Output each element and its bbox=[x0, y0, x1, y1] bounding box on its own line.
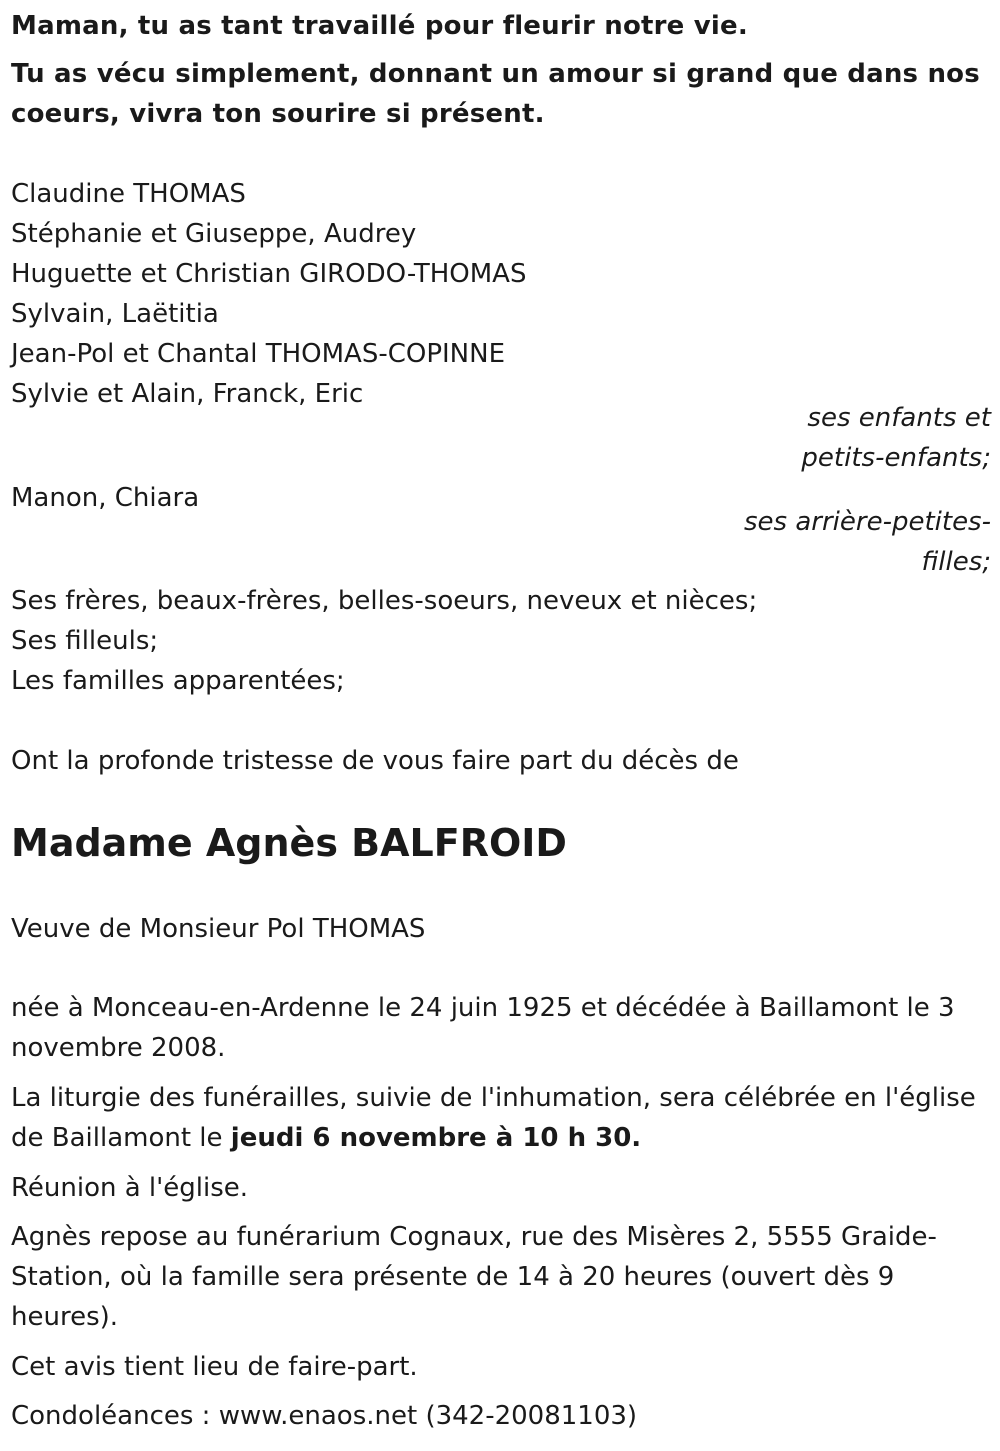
notice: Cet avis tient lieu de faire-part. bbox=[11, 1352, 418, 1382]
liturgy-line-2 bbox=[11, 1118, 976, 1158]
liturgy-line-2-prefix: de Baillamont le bbox=[11, 1123, 231, 1153]
condolences: Condoléances : www.enaos.net (342-20081103) bbox=[11, 1401, 638, 1431]
epigraph-line-2: Tu as vécu simplement, donnant un amour si grand que dans nos bbox=[11, 59, 980, 89]
relatives-entry: Ses frères, beaux-frères, belles-soeurs, neveux et nièces; bbox=[11, 586, 758, 616]
funeral-home-line-2: Station, où la famille sera présente de 14 à 20 heures (ouvert dès 9 bbox=[11, 1262, 895, 1292]
child-entry: Claudine THOMAS bbox=[11, 179, 246, 209]
children-role-line-1: ses enfants et bbox=[807, 403, 991, 433]
deceased-name: Madame Agnès BALFROID bbox=[11, 821, 567, 865]
announcement: Ont la profonde tristesse de vous faire part du décès de bbox=[11, 746, 739, 776]
child-entry: Sylvie et Alain, Franck, Eric bbox=[11, 379, 364, 409]
funeral-home bbox=[11, 1217, 937, 1337]
birth-death-line-1: née à Monceau-en-Ardenne le 24 juin 1925 et décédée à Baillamont le 3 bbox=[11, 993, 955, 1023]
funeral-home-line-3: heures). bbox=[11, 1302, 119, 1332]
children-role-line-2: petits-enfants; bbox=[801, 443, 991, 473]
epigraph-line-1: Maman, tu as tant travaillé pour fleurir notre vie. bbox=[11, 11, 748, 41]
great-grandchildren-role-line-1: ses arrière-petites- bbox=[744, 507, 991, 537]
relatives-list bbox=[11, 581, 757, 701]
liturgy-date-time: jeudi 6 novembre à 10 h 30. bbox=[230, 1123, 642, 1153]
child-entry: Jean-Pol et Chantal THOMAS-COPINNE bbox=[11, 339, 506, 369]
great-grandchildren-role-line-2: filles; bbox=[921, 547, 991, 577]
epigraph-line-3: coeurs, vivra ton sourire si présent. bbox=[11, 99, 545, 129]
liturgy-line-1: La liturgie des funérailles, suivie de l'inhumation, sera célébrée en l'église bbox=[11, 1083, 976, 1113]
child-entry: Sylvain, Laëtitia bbox=[11, 299, 219, 329]
great-grandchildren-names: Manon, Chiara bbox=[11, 483, 200, 513]
meeting: Réunion à l'église. bbox=[11, 1173, 249, 1203]
liturgy bbox=[11, 1078, 976, 1158]
child-entry: Stéphanie et Giuseppe, Audrey bbox=[11, 219, 417, 249]
epigraph-2 bbox=[11, 54, 980, 134]
epigraph bbox=[11, 6, 748, 46]
great-grandchildren-role bbox=[11, 502, 991, 582]
relatives-entry: Ses filleuls; bbox=[11, 626, 159, 656]
funeral-home-line-1: Agnès repose au funérarium Cognaux, rue des Misères 2, 5555 Graide- bbox=[11, 1222, 937, 1252]
widow-of: Veuve de Monsieur Pol THOMAS bbox=[11, 914, 426, 944]
children-list bbox=[11, 174, 526, 414]
relatives-entry: Les familles apparentées; bbox=[11, 666, 345, 696]
birth-death-line-2: novembre 2008. bbox=[11, 1033, 226, 1063]
children-role bbox=[11, 398, 991, 478]
child-entry: Huguette et Christian GIRODO-THOMAS bbox=[11, 259, 527, 289]
birth-death bbox=[11, 988, 955, 1068]
